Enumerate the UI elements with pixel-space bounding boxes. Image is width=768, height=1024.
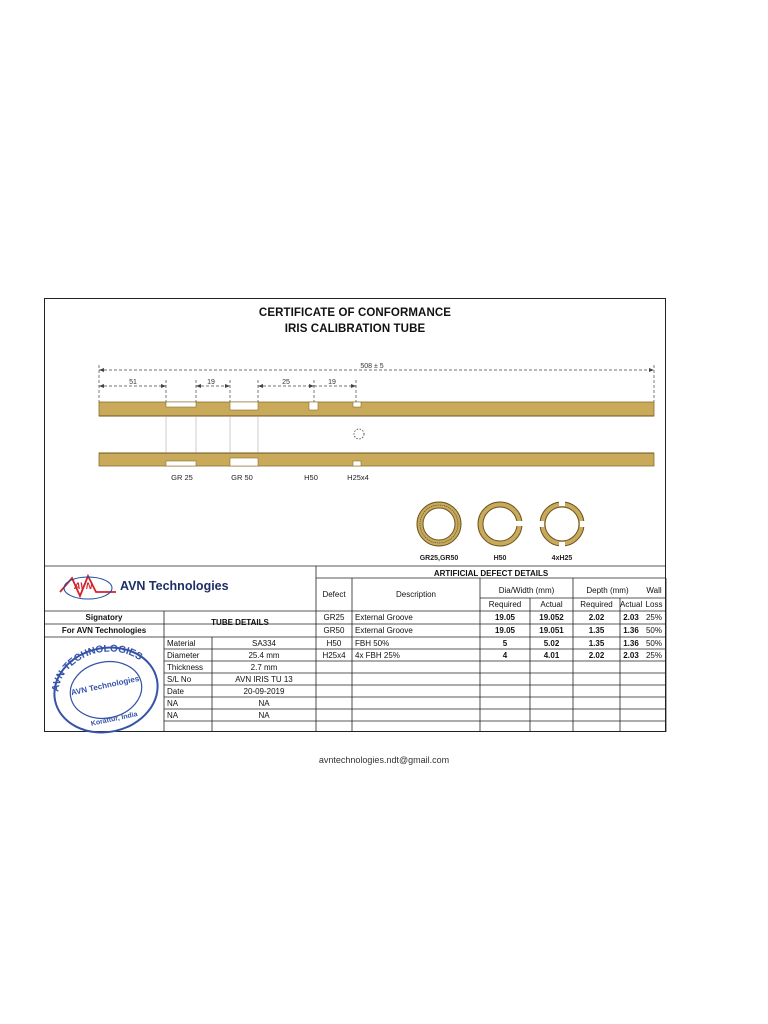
dia-required: 19.05	[494, 626, 516, 635]
depth-actual: 1.36	[623, 626, 639, 635]
stamp-center-text: AVN Technologies	[70, 673, 140, 698]
label-h25x4: H25x4	[347, 473, 369, 482]
cross-section-gr	[417, 502, 461, 546]
defect-description: External Groove	[355, 613, 413, 622]
dim-label-3: 25	[282, 379, 290, 386]
col-dia-actual: Actual	[540, 600, 563, 609]
depth-actual: 2.03	[623, 613, 639, 622]
dim-label-2: 19	[207, 379, 215, 386]
tube-detail-value: 2.7 mm	[250, 663, 278, 672]
label-h50: H50	[304, 473, 318, 482]
col-loss: Loss	[645, 600, 663, 609]
section-label-h50: H50	[493, 555, 507, 562]
dia-actual: 4.01	[543, 651, 560, 660]
tube-detail-value: NA	[258, 711, 270, 720]
tube-detail-key: Date	[167, 687, 184, 696]
footer-email[interactable]: avntechnologies.ndt@gmail.com	[318, 755, 450, 765]
dia-actual: 19.052	[539, 613, 564, 622]
section-label-gr: GR25,GR50	[419, 555, 459, 562]
signatory-for: For AVN Technologies	[61, 626, 147, 635]
dia-actual: 5.02	[543, 639, 560, 648]
defect-code: GR50	[323, 626, 345, 635]
tube-detail-key: NA	[167, 711, 179, 720]
tube-detail-key: Diameter	[167, 651, 200, 660]
signatory-label: Signatory	[85, 613, 123, 622]
certificate-subtitle: IRIS CALIBRATION TUBE	[284, 323, 426, 335]
tube-detail-value: AVN IRIS TU 13	[235, 675, 293, 684]
depth-actual: 1.36	[623, 639, 639, 648]
col-dia-required: Required	[488, 600, 522, 609]
tube-detail-key: NA	[167, 699, 179, 708]
wall-loss: 25%	[645, 651, 662, 660]
overall-length-label: 508 ± 5	[360, 363, 384, 370]
defect-table-header: ARTIFICIAL DEFECT DETAILS	[433, 569, 549, 578]
col-wall: Wall	[646, 586, 662, 595]
wall-loss: 50%	[645, 639, 662, 648]
label-gr25: GR 25	[171, 473, 193, 482]
defect-code: H25x4	[322, 651, 346, 660]
cross-section-4xh25	[539, 501, 585, 547]
dia-required: 19.05	[494, 613, 516, 622]
depth-required: 2.02	[588, 651, 605, 660]
tube-detail-value: NA	[258, 699, 270, 708]
col-defect: Defect	[322, 590, 346, 599]
col-depth-required: Required	[580, 600, 613, 609]
certificate-title: CERTIFICATE OF CONFORMANCE	[258, 307, 452, 319]
tube-detail-key: Thickness	[167, 663, 204, 672]
dia-required: 4	[502, 651, 508, 660]
company-name: AVN Technologies	[120, 579, 229, 593]
defect-description: 4x FBH 25%	[355, 651, 400, 660]
company-stamp	[43, 634, 166, 742]
tube-details-header: TUBE DETAILS	[211, 618, 269, 627]
logo-mark-text: AVN	[74, 581, 93, 591]
tube-detail-value: 20-09-2019	[243, 687, 285, 696]
tube-detail-value: SA334	[251, 639, 277, 648]
wall-loss: 25%	[645, 613, 662, 622]
depth-required: 1.35	[588, 639, 605, 648]
defect-code: H50	[326, 639, 342, 648]
dim-label-1: 51	[129, 379, 137, 386]
depth-actual: 2.03	[623, 651, 639, 660]
col-description: Description	[395, 590, 436, 599]
defect-description: External Groove	[355, 626, 413, 635]
dim-label-4: 19	[328, 379, 336, 386]
stamp-ring-text: AVN TECHNOLOGIES	[50, 643, 145, 693]
wall-loss: 50%	[645, 626, 662, 635]
depth-required: 2.02	[588, 613, 605, 622]
section-label-4xh25: 4xH25	[551, 555, 573, 562]
tube-body	[99, 402, 654, 466]
col-depth: Depth (mm)	[586, 586, 629, 595]
defect-code: GR25	[323, 613, 345, 622]
dia-required: 5	[502, 639, 508, 648]
label-gr50: GR 50	[231, 473, 253, 482]
dimension-lines	[99, 365, 654, 402]
col-depth-actual: Actual	[620, 600, 643, 609]
defect-description: FBH 50%	[355, 639, 390, 648]
depth-required: 1.35	[588, 626, 605, 635]
cross-section-h50	[478, 502, 523, 546]
dia-actual: 19.051	[539, 626, 564, 635]
stamp-city-text: Korattur, India	[90, 711, 139, 728]
col-dia-width: Dia/Width (mm)	[498, 586, 555, 595]
tube-detail-value: 25.4 mm	[248, 651, 280, 660]
tube-detail-key: Material	[167, 639, 196, 648]
tube-detail-key: S/L No	[167, 675, 192, 684]
